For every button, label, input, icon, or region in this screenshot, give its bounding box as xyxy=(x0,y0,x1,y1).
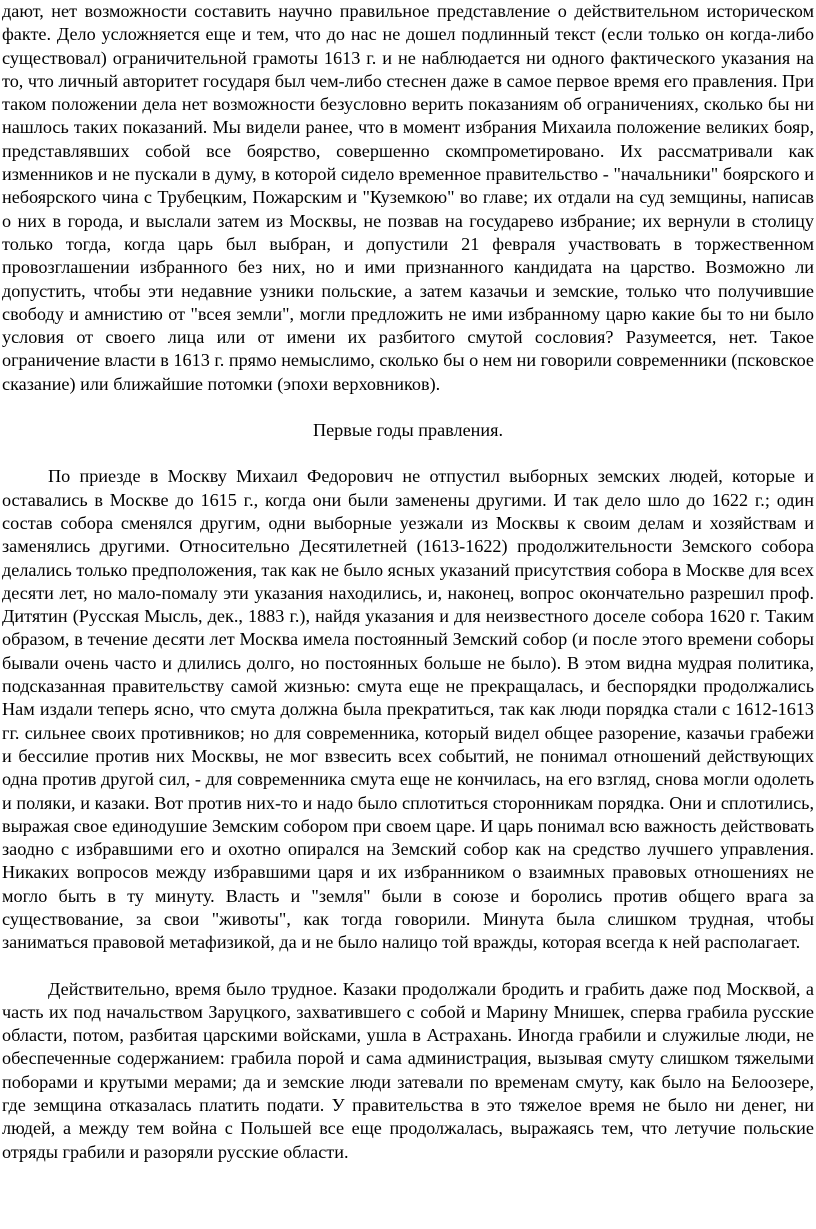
paragraph-spacer xyxy=(2,955,814,978)
paragraph-1: дают, нет возможности составить научно правильное представление о действительном историческом факте. Дело усложняется еще и тем, что до нас не дошел подлинный текст (если только он когда-либо существовал) ограничительной грамоты 1613 г. и не наблюдается ни одного фактического указания на то, что личный авторитет государя был чем-либо стеснен даже в самое первое время его правления. При таком положении дела нет возможности безусловно верить показаниям об ограничениях, сколько бы ни нашлось таких показаний. Мы видели ранее, что в момент избрания Михаила положение великих бояр, представлявших собой все боярство, совершенно скомпрометировано. Их рассматривали как изменников и не пускали в думу, в которой сидело временное правительство - "начальники" боярского и небоярского чина с Трубецким, Пожарским и "Куземкою" во главе; их отдали на суд земщины, написав о них в города, и выслали затем из Москвы, не позвав на государево избрание; их вернули в столицу только тогда, когда царь был выбран, и допустили 21 февраля участвовать в торжественном провозглашении избранного без них, но и ими признанного кандидата на царство. Возможно ли допустить, чтобы эти недавние узники польские, а затем казачьи и земские, только что получившие свободу и амнистию от "всея земли", могли предложить не ими избранному царю какие бы то ни было условия от своего лица или от имени их разбитого смутой сословия? Разумеется, нет. Такое ограничение власти в 1613 г. прямо немыслимо, сколько бы о нем ни говорили современники (псковское сказание) или ближайшие потомки (эпохи верховников). xyxy=(2,1,814,394)
document-page xyxy=(2,0,814,1164)
paragraph-3: Действительно, время было трудное. Казаки продолжали бродить и грабить даже под Москвой, а часть их под начальством Заруцкого, захватившего с собой и Марину Мнишек, сперва грабила русские области, потом, разбитая царскими войсками, ушла в Астрахань. Иногда грабили и служилые люди, не обеспеченные содержанием: грабила порой и сама администрация, вызывая смуту слишком тяжелыми поборами и крутыми мерами; да и земские люди затевали по временам смуту, как было на Белоозере, где земщина отказалась платить подати. У правительства в это тяжелое время не было ни денег, ни людей, а между тем война с Польшей все еще продолжалась, выражаясь тем, что летучие польские отряды грабили и разоряли русские области. xyxy=(2,978,814,1162)
section-heading: Первые годы правления. xyxy=(312,420,504,441)
paragraph-2: По приезде в Москву Михаил Федорович не отпустил выборных земских людей, которые и оставались в Москве до 1615 г., когда они были заменены другими. И так дело шло до 1622 г.; один состав собора сменялся другим, одни выборные уезжали из Москвы к своим делам и хозяйствам и заменялись другими. Относительно Десятилетней (1613-1622) продолжительности Земского собора делались только предположения, так как не было ясных указаний присутствия собора в Москве для всех десяти лет, но мало-помалу эти указания находились, и, наконец, вопрос окончательно разрешил проф. Дитятин (Русская Мысль, дек., 1883 г.), найдя указания и для неизвестного доселе собора 1620 г. Таким образом, в течение десяти лет Москва имела постоянный Земский собор (и после этого времени соборы бывали очень часто и длились долго, но постоянных больше не было). В этом видна мудрая политика, подсказанная правительству самой жизнью: смута еще не прекращалась, и беспорядки продолжались Нам издали теперь ясно, что смута должна была прекратиться, так как люди порядка стали с 1612-1613 гг. сильнее своих противников; но для современника, который видел общее разорение, казачьи грабежи и бессилие против них Москвы, не мог взвесить всех событий, не понимал отношений действующих одна против другой сил, - для современника смута еще не кончилась, на его взгляд, снова могли одолеть и поляки, и казаки. Вот против них-то и надо было сплотиться сторонникам порядка. Они и сплотились, выражая свое единодушие Земским собором при своем царе. И царь понимал всю важность действовать заодно с избравшими его и охотно опирался на Земский собор как на средство лучшего управления. Никаких вопросов между избравшими царя и их избранником о взаимных правовых отношениях не могло быть в ту минуту. Власть и "земля" были в союзе и боролись против общего врага за существование, за свои "животы", как тогда говорили. Минута была слишком трудная, чтобы заниматься правовой метафизикой, да и не было налицо той вражды, которая всегда к ней располагает. xyxy=(2,466,814,953)
